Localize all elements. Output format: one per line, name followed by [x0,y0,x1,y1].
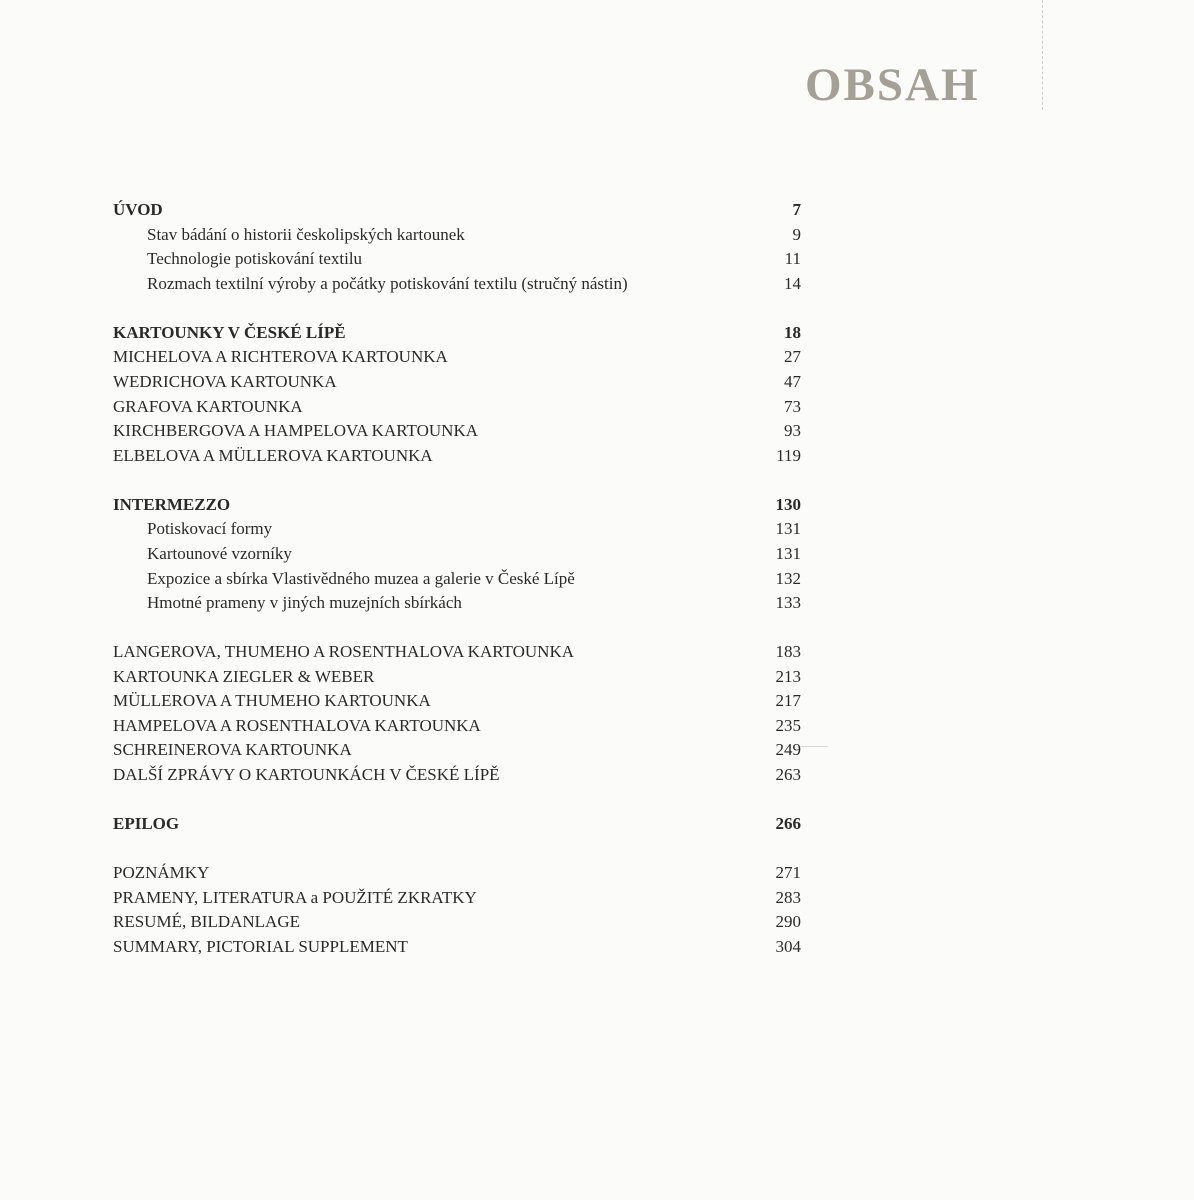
toc-entry [113,517,801,542]
toc-entry-title: ELBELOVA A MÜLLEROVA KARTOUNKA [113,445,433,465]
toc-entry-page-number: 290 [775,912,801,932]
toc-heading-entry [113,812,801,837]
toc-entry-page-number: 27 [784,347,801,367]
toc-entry-page-number: 119 [776,445,801,465]
toc-entry [113,542,801,567]
toc-entry [113,444,801,469]
toc-heading-entry [113,198,801,223]
toc-entry-title: SCHREINEROVA KARTOUNKA [113,740,352,760]
toc-entry-title: Technologie potiskování textilu [147,249,363,269]
toc-entry-title: KARTOUNKY V ČESKÉ LÍPĚ [113,322,346,342]
toc-entry [113,763,801,788]
toc-entry [113,910,801,935]
toc-entry [113,247,801,272]
toc-entry [113,567,801,592]
toc-entry-title: Rozmach textilní výroby a počátky potiskování textilu (stručný nástin) [147,273,628,293]
toc-entry-page-number: 18 [784,322,801,342]
toc-entry-page-number: 7 [792,200,801,219]
toc-entry [113,886,801,911]
toc-entry-page-number: 73 [784,396,801,416]
toc-entry [113,714,801,739]
toc-entry-title: ÚVOD [113,200,163,219]
toc-entry-title: RESUMÉ, BILDANLAGE [113,912,300,932]
toc-entry [113,419,801,444]
toc-entry-page-number: 132 [775,568,801,588]
toc-entry-page-number: 263 [775,765,801,785]
page-edge [1042,0,1049,110]
toc-entry-page-number: 47 [784,371,801,391]
toc-heading-entry [113,493,801,518]
toc-entry [113,370,801,395]
toc-section [113,198,801,296]
toc-entry-title: WEDRICHOVA KARTOUNKA [113,371,337,391]
toc-entry [113,935,801,960]
toc-entry [113,223,801,248]
toc-entry-title: Stav bádání o historii českolipských kartounek [147,224,465,244]
toc-entry-title: DALŠÍ ZPRÁVY O KARTOUNKÁCH V ČESKÉ LÍPĚ [113,765,500,785]
toc-entry-title: Potiskovací formy [147,519,273,539]
toc-section [113,493,801,616]
toc-section [113,640,801,788]
toc-entry-page-number: 266 [775,814,801,834]
toc-entry-page-number: 11 [784,249,801,269]
toc-entry-title: LANGEROVA, THUMEHO A ROSENTHALOVA KARTOUNKA [113,642,575,662]
toc-section [113,321,801,469]
toc-section [113,861,801,959]
toc-entry-title: EPILOG [113,814,180,834]
toc-entry [113,861,801,886]
toc-heading-entry [113,321,801,346]
toc-entry [113,689,801,714]
toc-entry-page-number: 131 [775,543,801,563]
scan-mark [800,746,828,747]
toc-entry-title: POZNÁMKY [113,863,210,883]
page-title: OBSAH [805,59,980,111]
toc-entry-page-number: 217 [775,691,801,711]
toc-entry-page-number: 271 [775,863,801,883]
toc-entry-page-number: 183 [775,642,801,662]
toc-entry [113,665,801,690]
toc-entry-title: Kartounové vzorníky [147,543,292,563]
toc-entry-page-number: 93 [784,421,801,441]
toc-entry-page-number: 131 [775,519,801,539]
toc-entry-title: INTERMEZZO [113,494,231,514]
toc-entry-page-number: 235 [775,715,801,735]
toc-entry-page-number: 213 [775,666,801,686]
toc-entry-title: Hmotné prameny v jiných muzejních sbírkách [147,593,462,613]
toc-entry [113,395,801,420]
toc-entry-title: Expozice a sbírka Vlastivědného muzea a galerie v České Lípě [147,568,575,588]
toc-entry-page-number: 14 [784,273,801,293]
toc-entry-title: KARTOUNKA ZIEGLER & WEBER [113,666,375,686]
toc-entry-title: PRAMENY, LITERATURA a POUŽITÉ ZKRATKY [113,887,477,907]
toc-entry-title: SUMMARY, PICTORIAL SUPPLEMENT [113,936,408,956]
toc-entry [113,272,801,297]
toc-entry [113,591,801,616]
toc-entry-page-number: 130 [775,494,801,514]
toc-entry [113,345,801,370]
toc-entry-title: MICHELOVA A RICHTEROVA KARTOUNKA [113,347,448,367]
toc-entry-title: MÜLLEROVA A THUMEHO KARTOUNKA [113,691,431,711]
toc-entry-page-number: 133 [775,593,801,613]
toc-entry [113,640,801,665]
toc-entry-title: GRAFOVA KARTOUNKA [113,396,303,416]
toc-entry-title: HAMPELOVA A ROSENTHALOVA KARTOUNKA [113,715,481,735]
toc-section [113,812,801,837]
toc-entry-title: KIRCHBERGOVA A HAMPELOVA KARTOUNKA [113,421,479,441]
toc-entry [113,738,801,763]
toc-entry-page-number: 283 [775,887,801,907]
toc-entry-page-number: 9 [792,224,801,244]
toc-entry-page-number: 304 [775,936,801,956]
table-of-contents [113,198,801,984]
toc-entry-page-number: 249 [775,740,801,760]
